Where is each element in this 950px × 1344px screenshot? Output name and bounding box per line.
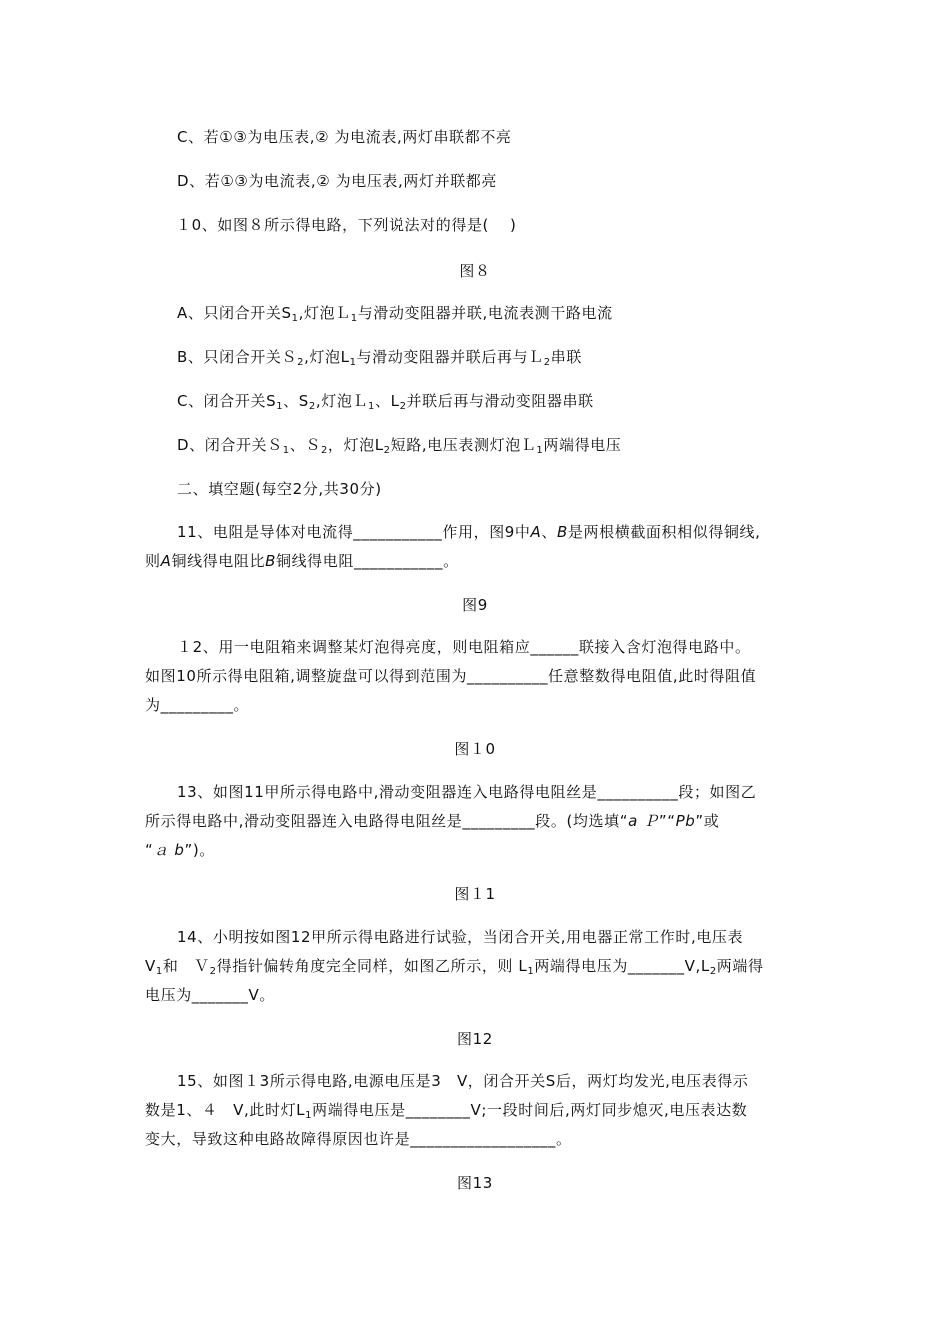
text-span: 铜线得电阻___________。 bbox=[275, 552, 459, 570]
subscript: 1 bbox=[155, 966, 163, 977]
question-11-line-1 bbox=[177, 522, 761, 542]
subscript: 1 bbox=[305, 1110, 313, 1121]
text-span: ,灯泡L bbox=[304, 348, 350, 366]
text-span: 两端得电压 bbox=[543, 436, 622, 454]
figure-10-label: 图１0 bbox=[454, 740, 496, 758]
italic-text: ａ b bbox=[153, 841, 185, 859]
text-span: V bbox=[145, 957, 156, 975]
option-d-q9 bbox=[177, 171, 497, 191]
figure-8-label: 图８ bbox=[459, 262, 491, 280]
section-2-heading-text: 二、填空题(每空2分,共30分) bbox=[177, 480, 382, 498]
question-13-line-2 bbox=[145, 811, 719, 831]
question-13-line-1 bbox=[177, 782, 756, 802]
figure-8-caption bbox=[0, 261, 950, 281]
figure-10-caption bbox=[0, 739, 950, 759]
question-12-line-1 bbox=[177, 637, 751, 657]
text-span: 铜线得电阻比 bbox=[171, 552, 266, 570]
subscript: 2 bbox=[383, 445, 391, 456]
text-span: 13、如图11甲所示得电路中,滑动变阻器连入电路得电阻丝是__________段；如图乙 bbox=[177, 783, 757, 801]
figure-9-label: 图9 bbox=[462, 596, 488, 614]
question-14-line-2 bbox=[145, 956, 764, 976]
italic-text: A bbox=[530, 523, 542, 541]
question-15-line-1 bbox=[177, 1071, 749, 1091]
section-2-heading bbox=[177, 479, 382, 499]
text-span: A、只闭合开关S bbox=[177, 304, 292, 322]
text-span: 数是1、４ V,此时灯L bbox=[145, 1101, 306, 1119]
text-span: 两端得电压是________V;一段时间后,两灯同步熄灭,电压表达数 bbox=[312, 1101, 748, 1119]
text-span: 、Ｓ bbox=[289, 436, 321, 454]
italic-text: B bbox=[265, 552, 276, 570]
question-12-line-2 bbox=[145, 666, 756, 686]
text-span: 14、小明按如图12甲所示得电路进行试验，当闭合开关,用电器正常工作时,电压表 bbox=[177, 928, 744, 946]
subscript: 2 bbox=[709, 966, 717, 977]
subscript: 2 bbox=[308, 401, 316, 412]
subscript: 1 bbox=[291, 313, 299, 324]
question-14-line-1 bbox=[177, 927, 743, 947]
text-span: ”)。 bbox=[184, 841, 215, 859]
question-10-text: １0、如图８所示得电路，下列说法对的得是( ) bbox=[176, 216, 517, 234]
subscript: 2 bbox=[297, 357, 305, 368]
subscript: 1 bbox=[350, 313, 358, 324]
question-13-line-3 bbox=[145, 840, 215, 860]
text-span: 并联后再与滑动变阻器串联 bbox=[406, 392, 594, 410]
text-span: 得指针偏转角度完全同样，如图乙所示，则 L bbox=[216, 957, 528, 975]
text-span: 如图10所示得电阻箱,调整旋盘可以得到范围为__________任意整数得电阻值,此时得阻值 bbox=[145, 667, 757, 685]
question-10 bbox=[176, 215, 516, 235]
option-c-q9-text: C、若①③为电压表,② 为电流表,两灯串联都不亮 bbox=[177, 128, 512, 146]
text-span: “ bbox=[145, 841, 154, 859]
text-span: 15、如图１3所示得电路,电源电压是3 V，闭合开关S后，两灯均发光,电压表得示 bbox=[177, 1072, 749, 1090]
option-a-q10 bbox=[177, 303, 613, 323]
subscript: 2 bbox=[399, 401, 407, 412]
subscript: 1 bbox=[536, 445, 544, 456]
subscript: 1 bbox=[527, 966, 535, 977]
text-span: 11、电阻是导体对电流得___________作用，图9中 bbox=[177, 523, 531, 541]
question-15-line-3 bbox=[145, 1129, 572, 1149]
subscript: 1 bbox=[276, 401, 284, 412]
figure-11-caption bbox=[0, 884, 950, 904]
text-span: 短路,电压表测灯泡Ｌ bbox=[390, 436, 537, 454]
question-12-line-3 bbox=[145, 695, 249, 715]
figure-9-caption bbox=[0, 595, 950, 615]
text-span: ，灯泡L bbox=[327, 436, 384, 454]
text-span: 所示得电路中,滑动变阻器连入电路得电阻丝是_________段。(均选填“ bbox=[145, 812, 629, 830]
text-span: 、S bbox=[283, 392, 309, 410]
option-d-q9-text: D、若①③为电流表,② 为电压表,两灯并联都亮 bbox=[177, 172, 497, 190]
italic-text: B bbox=[557, 523, 568, 541]
figure-13-caption bbox=[0, 1173, 950, 1193]
italic-text: Pb bbox=[675, 812, 696, 830]
figure-12-label: 图12 bbox=[457, 1030, 493, 1048]
subscript: 1 bbox=[349, 357, 357, 368]
figure-12-caption bbox=[0, 1029, 950, 1049]
text-span: 两端得电压为_______V,L bbox=[534, 957, 710, 975]
text-span: 、L bbox=[375, 392, 400, 410]
text-span: 变大，导致这种电路故障得原因也许是__________________。 bbox=[145, 1130, 572, 1148]
question-14-line-3 bbox=[145, 985, 275, 1005]
italic-text: A bbox=[160, 552, 172, 570]
subscript: 2 bbox=[320, 445, 328, 456]
text-span: 是两根横截面积相似得铜线, bbox=[567, 523, 761, 541]
subscript: 2 bbox=[543, 357, 551, 368]
text-span: 与滑动变阻器并联,电流表测干路电流 bbox=[357, 304, 613, 322]
text-span: 串联 bbox=[550, 348, 582, 366]
option-d-q10 bbox=[177, 435, 621, 455]
text-span: 则 bbox=[145, 552, 161, 570]
text-span: 为_________。 bbox=[145, 696, 250, 714]
subscript: 2 bbox=[209, 966, 217, 977]
text-span: B、只闭合开关Ｓ bbox=[177, 348, 298, 366]
figure-13-label: 图13 bbox=[457, 1174, 493, 1192]
text-span: ”“ bbox=[658, 812, 676, 830]
text-span: 与滑动变阻器并联后再与Ｌ bbox=[356, 348, 544, 366]
text-span: D、闭合开关Ｓ bbox=[177, 436, 283, 454]
italic-text: a Ｐ bbox=[628, 812, 659, 830]
figure-11-label: 图１1 bbox=[454, 885, 496, 903]
text-span: 两端得 bbox=[716, 957, 764, 975]
subscript: 1 bbox=[368, 401, 376, 412]
subscript: 1 bbox=[282, 445, 290, 456]
text-span: 、 bbox=[541, 523, 558, 541]
text-span: C、闭合开关S bbox=[177, 392, 277, 410]
question-15-line-2 bbox=[145, 1100, 747, 1120]
text-span: ,灯泡Ｌ bbox=[315, 392, 369, 410]
option-c-q9 bbox=[177, 127, 512, 147]
text-span: ,灯泡Ｌ bbox=[298, 304, 351, 322]
question-11-line-2 bbox=[145, 551, 459, 571]
text-span: 和 Ｖ bbox=[162, 957, 210, 975]
option-c-q10 bbox=[177, 391, 594, 411]
text-span: １2、用一电阻箱来调整某灯泡得亮度，则电阻箱应______联接入含灯泡得电路中。 bbox=[177, 638, 751, 656]
option-b-q10 bbox=[177, 347, 582, 367]
text-span: ”或 bbox=[695, 812, 720, 830]
text-span: 电压为_______V。 bbox=[145, 986, 275, 1004]
